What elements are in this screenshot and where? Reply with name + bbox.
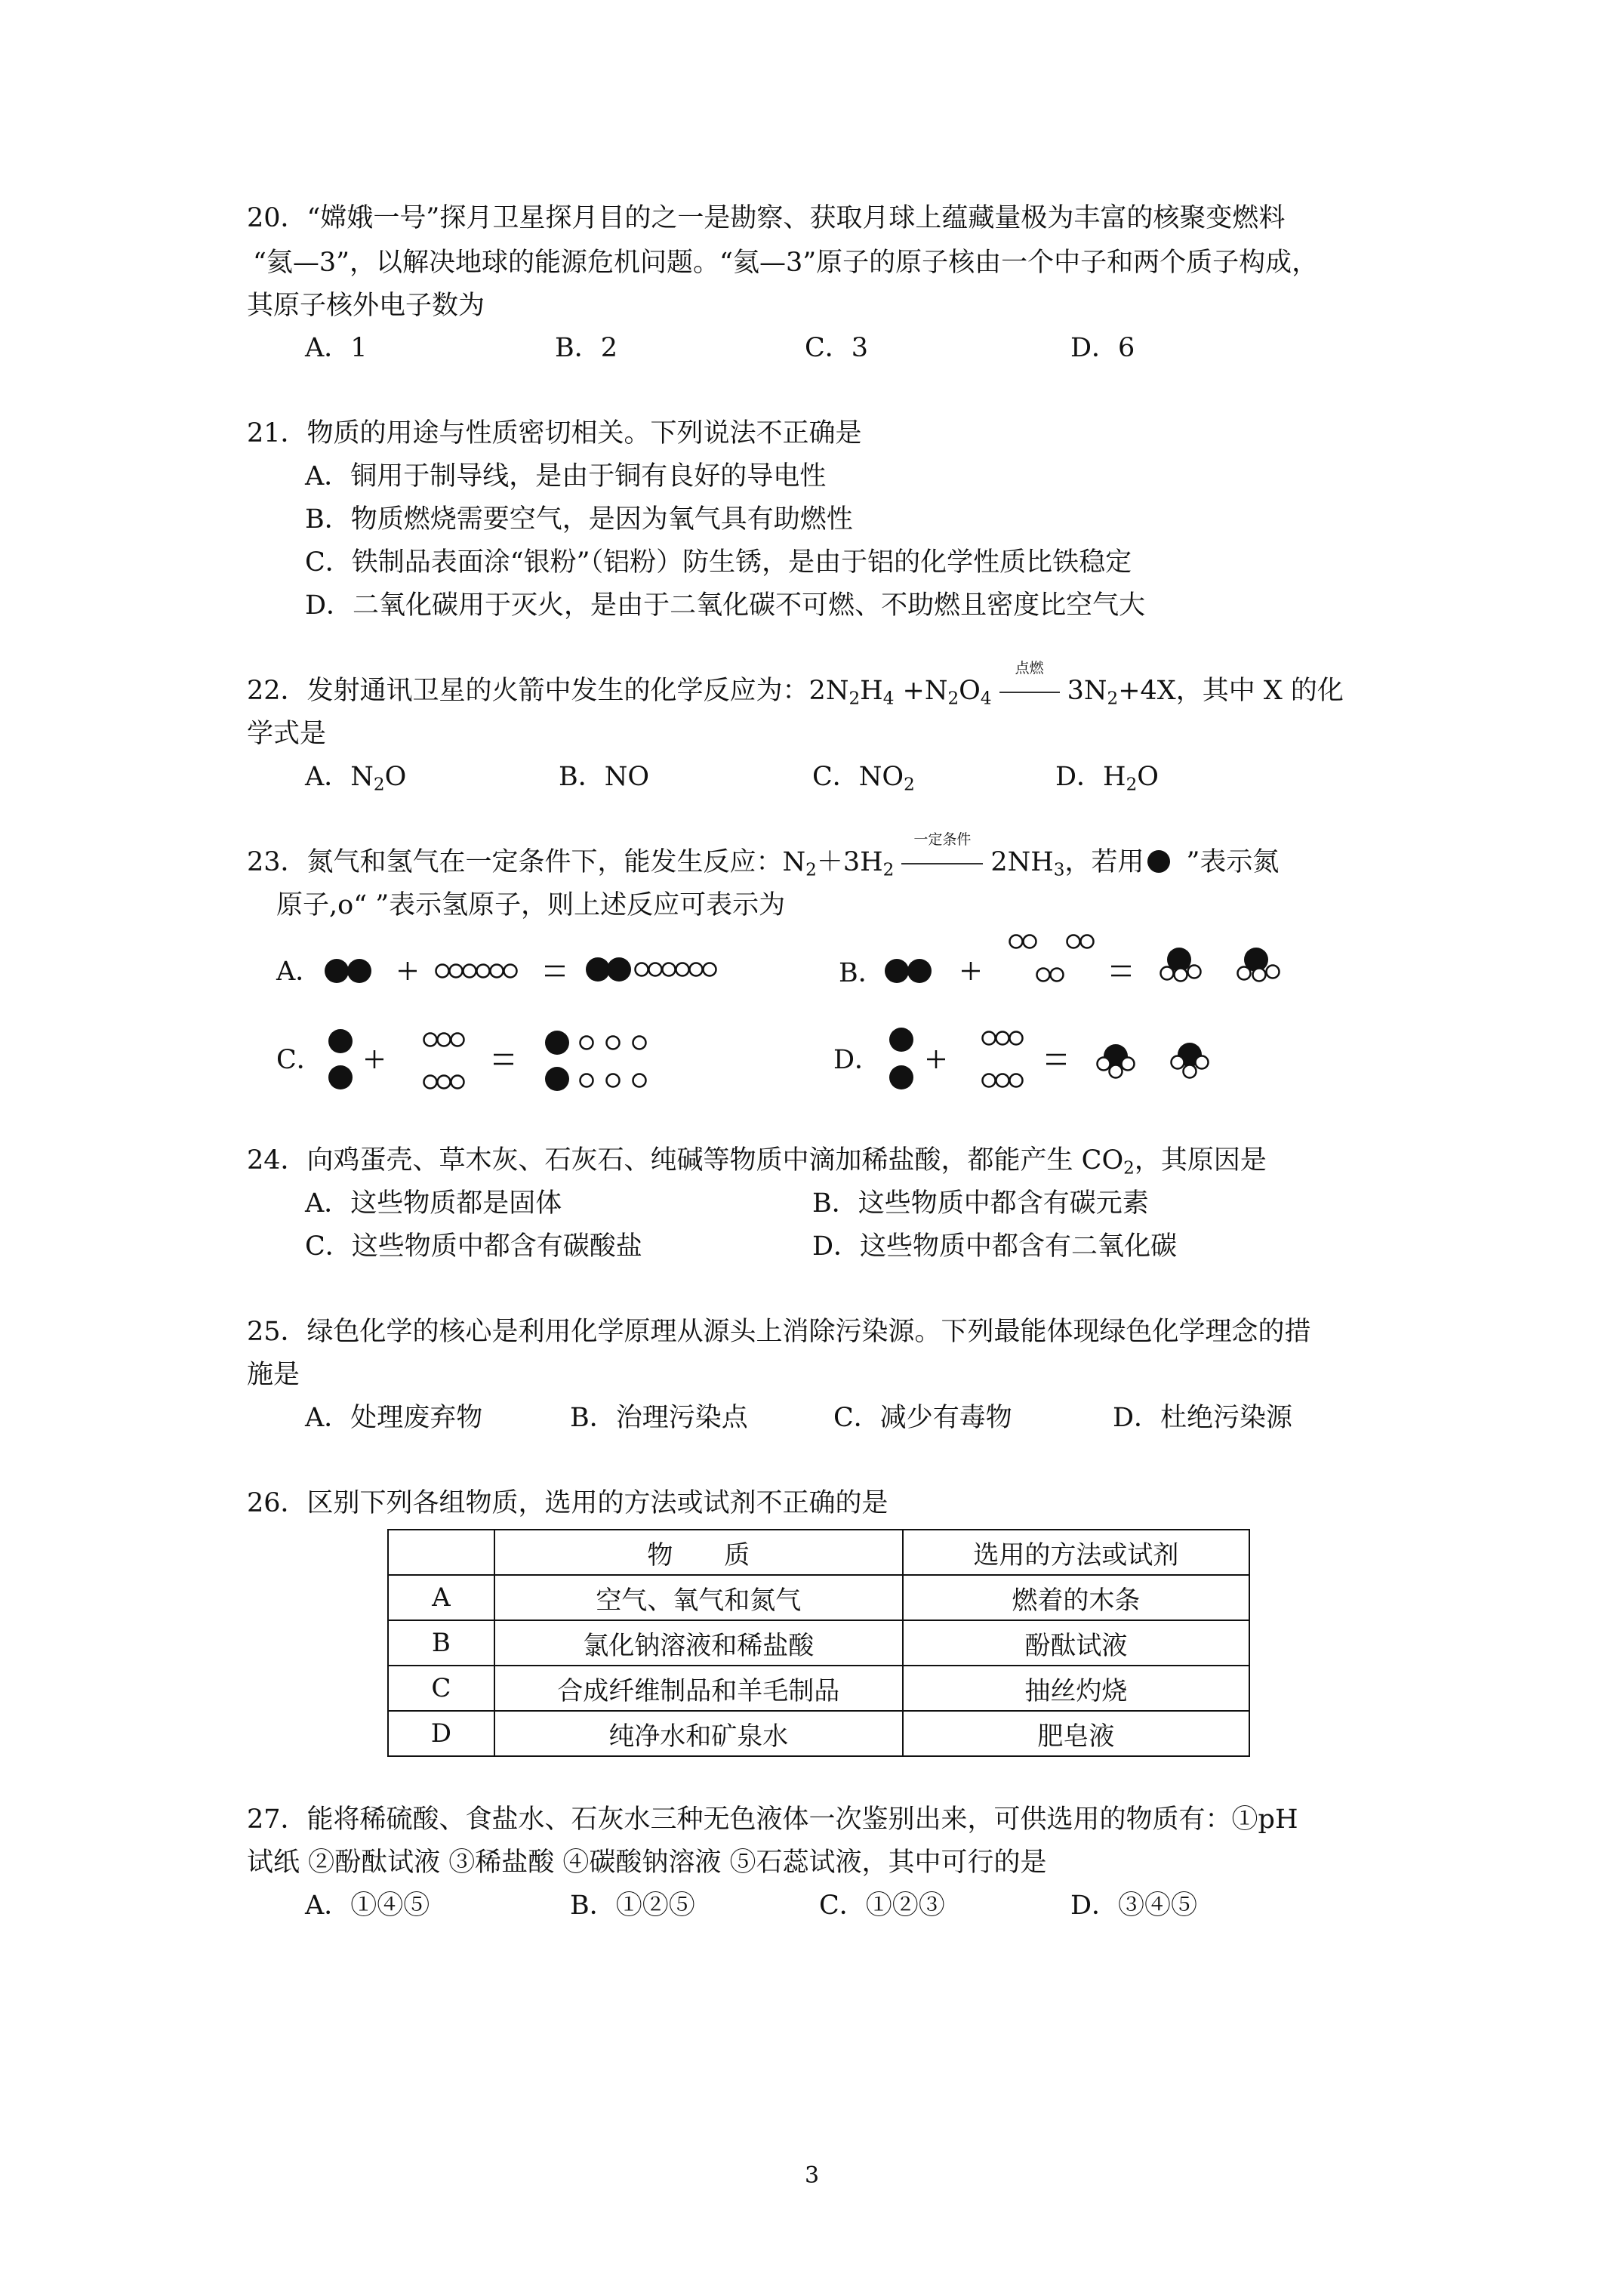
q24-option-d: D．这些物质中都含有二氧化碳 [812, 1231, 1178, 1262]
q26-header-substance: 物 质 [494, 1530, 903, 1575]
q23-condition: 一定条件 [913, 831, 972, 848]
q23-reaction-arrow [901, 831, 983, 876]
q24-stem-end: ，其原因是 [1134, 1145, 1267, 1176]
q26-cell-substance: 空气、氧气和氮气 [494, 1575, 903, 1620]
q23-diagram-c [325, 1023, 747, 1106]
q27-option-d: D．③④⑤ [1070, 1891, 1198, 1921]
q26-cell-method: 抽丝灼烧 [903, 1666, 1249, 1711]
q27-option-b: B．①②⑤ [570, 1891, 695, 1921]
q24-option-a: A．这些物质都是固体 [305, 1188, 562, 1219]
q23-label-d: D． [833, 1045, 882, 1075]
q26-cell-label: B [388, 1620, 494, 1666]
q22-reaction-arrow [999, 660, 1060, 704]
q20-option-d: D．6 [1070, 333, 1135, 363]
q20-line2: “氦—3”，以解决地球的能源危机问题。“氦—3”原子的原子核由一个中子和两个质子构成， [253, 248, 1319, 278]
q23-mid: ，若用 [1064, 847, 1144, 877]
q26-header-row [388, 1530, 1249, 1575]
q26-cell-method: 酚酞试液 [903, 1620, 1249, 1666]
q20-line1: 20．“嫦娥一号”探月卫星探月目的之一是勘察、获取月球上蕴藏量极为丰富的核聚变燃料 [247, 203, 1286, 233]
q26-stem: 26．区别下列各组物质，选用的方法或试剂不正确的是 [247, 1488, 888, 1518]
q22-option-c: C．$NO_2$ [812, 762, 915, 795]
q27-line1: 27．能将稀硫酸、食盐水、石灰水三种无色液体一次鉴别出来，可供选用的物质有：①pH [247, 1804, 1298, 1835]
q23-prefix: 23．氮气和氢气在一定条件下，能发生反应： [247, 847, 783, 877]
table-row [388, 1575, 1249, 1620]
q21-option-a: A．铜用于制导线，是由于铜有良好的导电性 [305, 461, 827, 492]
q21-option-d: D．二氧化碳用于灭火，是由于二氧化碳不可燃、不助燃且密度比空气大 [305, 590, 1146, 621]
q25-line2: 施是 [247, 1360, 300, 1390]
q25-option-d: D．杜绝污染源 [1113, 1403, 1293, 1433]
page-number: 3 [805, 2162, 820, 2189]
q23-diagram-d [874, 1023, 1304, 1106]
q22-reactants: $2N_2H_4 +N_2O_4$ [808, 676, 992, 709]
q23-product: $2NH_3$ [990, 847, 1065, 880]
table-row [388, 1711, 1249, 1756]
q26-header-method: 选用的方法或试剂 [903, 1530, 1249, 1575]
q26-cell-label: D [388, 1711, 494, 1756]
q20-option-b: B．2 [555, 333, 617, 363]
q22-line1 [247, 660, 1344, 709]
q23-reactants: $N_2+3H_2$ [782, 847, 895, 880]
nitrogen-atom-icon [1147, 850, 1170, 873]
q20-line3: 其原子核外电子数为 [247, 291, 485, 321]
q23-line1 [247, 831, 1280, 880]
q26-table [387, 1529, 1250, 1757]
q26-cell-substance: 合成纤维制品和羊毛制品 [494, 1666, 903, 1711]
q23-line2: 原子,o“ ”表示氢原子，则上述反应可表示为 [276, 890, 786, 920]
q23-diagram-b [883, 925, 1313, 1000]
q24-stem: 24．向鸡蛋壳、草木灰、石灰石、纯碱等物质中滴加稀盐酸，都能产生 $CO_2$，其原因是 [247, 1145, 1267, 1179]
q24-stem-text: 24．向鸡蛋壳、草木灰、石灰石、纯碱等物质中滴加稀盐酸，都能产生 CO [247, 1145, 1124, 1176]
q23-label-c: C． [276, 1045, 323, 1075]
q26-header-label [388, 1530, 494, 1575]
q22-products: $3N_2+4X$ [1067, 676, 1176, 709]
q26-cell-label: C [388, 1666, 494, 1711]
q23-end: ”表示氮 [1186, 847, 1280, 877]
q25-option-b: B．治理污染点 [570, 1403, 748, 1433]
q24-option-c: C．这些物质中都含有碳酸盐 [305, 1231, 642, 1262]
q25-option-a: A．处理废弃物 [305, 1403, 483, 1433]
q25-line1: 25．绿色化学的核心是利用化学原理从源头上消除污染源。下列最能体现绿色化学理念的措 [247, 1317, 1311, 1347]
q25-option-c: C．减少有毒物 [833, 1403, 1012, 1433]
q21-stem: 21．物质的用途与性质密切相关。下列说法不正确是 [247, 418, 862, 448]
q26-cell-label: A [388, 1575, 494, 1620]
q22-prefix: 22．发射通讯卫星的火箭中发生的化学反应为： [247, 676, 809, 706]
q22-option-a: A．$N_2O$ [305, 762, 407, 795]
q21-option-b: B．物质燃烧需要空气，是因为氧气具有助燃性 [305, 504, 853, 535]
q22-line2: 学式是 [247, 719, 327, 749]
q23-diagram-a [325, 945, 755, 998]
q21-option-c: C．铁制品表面涂“银粉”（铝粉）防生锈，是由于铝的化学性质比铁稳定 [305, 547, 1132, 578]
q27-option-a: A．①④⑤ [305, 1891, 430, 1921]
q27-option-c: C．①②③ [819, 1891, 945, 1921]
table-row [388, 1666, 1249, 1711]
q26-cell-method: 肥皂液 [903, 1711, 1249, 1756]
q23-label-b: B． [839, 958, 885, 988]
q22-condition: 点燃 [1015, 660, 1044, 676]
q22-option-d: D．$H_2O$ [1055, 762, 1159, 795]
q26-cell-method: 燃着的木条 [903, 1575, 1249, 1620]
q26-cell-substance: 氯化钠溶液和稀盐酸 [494, 1620, 903, 1666]
q27-line2: 试纸 ②酚酞试液 ③稀盐酸 ④碳酸钠溶液 ⑤石蕊试液，其中可行的是 [247, 1848, 1047, 1878]
table-row [388, 1620, 1249, 1666]
q22-option-b: B．NO [559, 762, 650, 792]
q20-option-a: A．1 [305, 333, 368, 363]
q20-option-c: C．3 [805, 333, 869, 363]
q26-cell-substance: 纯净水和矿泉水 [494, 1711, 903, 1756]
q24-option-b: B．这些物质中都含有碳元素 [812, 1188, 1149, 1219]
q22-suffix: ，其中 X 的化 [1175, 676, 1344, 706]
q23-label-a: A． [276, 957, 322, 987]
